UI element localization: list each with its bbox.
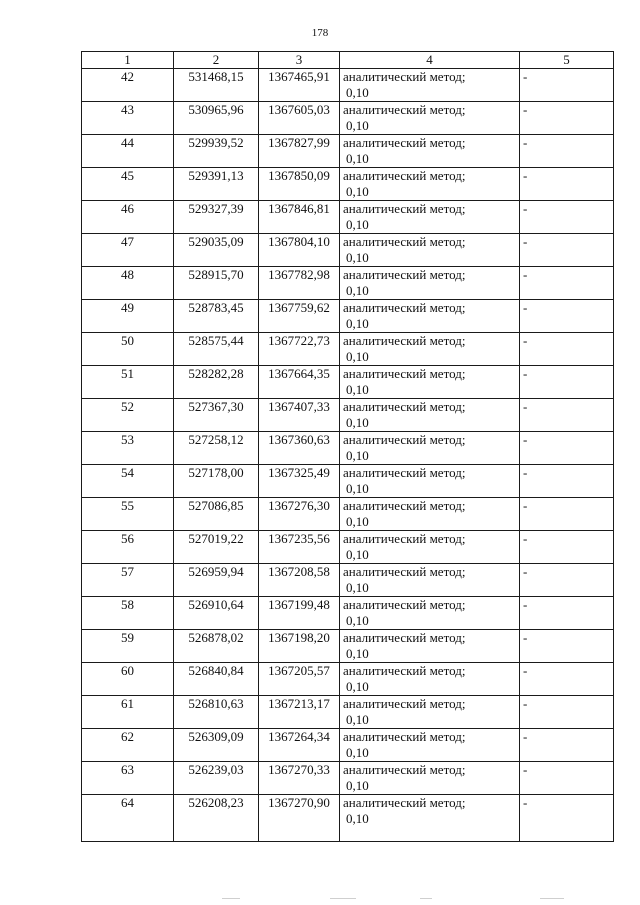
- coordinate-x-cell: 526309,09: [174, 729, 259, 762]
- column-header: 5: [520, 52, 614, 69]
- method-cell: [340, 333, 520, 366]
- coordinate-y-cell: 1367846,81: [259, 201, 340, 234]
- accuracy-text: 0,10: [346, 712, 369, 727]
- table-row: [82, 267, 614, 300]
- accuracy-text: 0,10: [346, 415, 369, 430]
- coordinate-x-cell: 528915,70: [174, 267, 259, 300]
- coordinate-y-cell: 1367782,98: [259, 267, 340, 300]
- coordinate-x-cell: 526239,03: [174, 762, 259, 795]
- method-text: аналитический метод;: [343, 267, 466, 282]
- method-text: аналитический метод;: [343, 300, 466, 315]
- note-cell: -: [520, 135, 614, 168]
- method-cell: [340, 399, 520, 432]
- method-text: аналитический метод;: [343, 762, 466, 777]
- coordinate-x-cell: 529035,09: [174, 234, 259, 267]
- note-cell: -: [520, 696, 614, 729]
- coordinate-y-cell: 1367465,91: [259, 69, 340, 102]
- coordinate-y-cell: 1367722,73: [259, 333, 340, 366]
- table-row: [82, 465, 614, 498]
- method-cell: [340, 795, 520, 842]
- note-cell: -: [520, 597, 614, 630]
- coordinate-y-cell: 1367198,20: [259, 630, 340, 663]
- method-cell: [340, 234, 520, 267]
- accuracy-text: 0,10: [346, 580, 369, 595]
- table-row: [82, 300, 614, 333]
- point-number-cell: 61: [82, 696, 174, 729]
- table-row: [82, 234, 614, 267]
- point-number-cell: 47: [82, 234, 174, 267]
- point-number-cell: 62: [82, 729, 174, 762]
- coordinate-y-cell: 1367325,49: [259, 465, 340, 498]
- method-cell: [340, 102, 520, 135]
- note-cell: -: [520, 168, 614, 201]
- point-number-cell: 64: [82, 795, 174, 842]
- coordinate-y-cell: 1367827,99: [259, 135, 340, 168]
- note-cell: -: [520, 795, 614, 842]
- point-number-cell: 51: [82, 366, 174, 399]
- coordinate-x-cell: 527086,85: [174, 498, 259, 531]
- table-header-row: [82, 52, 614, 69]
- scan-footer-marks: [0, 898, 640, 902]
- point-number-cell: 49: [82, 300, 174, 333]
- point-number-cell: 44: [82, 135, 174, 168]
- method-text: аналитический метод;: [343, 366, 466, 381]
- table-row: [82, 630, 614, 663]
- table-row: [82, 366, 614, 399]
- table-row: [82, 696, 614, 729]
- accuracy-text: 0,10: [346, 679, 369, 694]
- table-row: [82, 498, 614, 531]
- point-number-cell: 52: [82, 399, 174, 432]
- column-header: 4: [340, 52, 520, 69]
- coordinate-x-cell: 527019,22: [174, 531, 259, 564]
- method-cell: [340, 630, 520, 663]
- column-header: 3: [259, 52, 340, 69]
- point-number-cell: 42: [82, 69, 174, 102]
- coordinate-y-cell: 1367199,48: [259, 597, 340, 630]
- note-cell: -: [520, 432, 614, 465]
- method-cell: [340, 267, 520, 300]
- method-text: аналитический метод;: [343, 531, 466, 546]
- accuracy-text: 0,10: [346, 382, 369, 397]
- method-text: аналитический метод;: [343, 795, 466, 810]
- method-cell: [340, 135, 520, 168]
- method-cell: [340, 729, 520, 762]
- method-text: аналитический метод;: [343, 333, 466, 348]
- point-number-cell: 45: [82, 168, 174, 201]
- coordinate-y-cell: 1367208,58: [259, 564, 340, 597]
- method-cell: [340, 69, 520, 102]
- coordinate-y-cell: 1367205,57: [259, 663, 340, 696]
- method-text: аналитический метод;: [343, 498, 466, 513]
- coordinate-x-cell: 528783,45: [174, 300, 259, 333]
- table-body: [82, 69, 614, 842]
- accuracy-text: 0,10: [346, 646, 369, 661]
- coordinate-y-cell: 1367213,17: [259, 696, 340, 729]
- note-cell: -: [520, 201, 614, 234]
- coordinate-x-cell: 526959,94: [174, 564, 259, 597]
- method-text: аналитический метод;: [343, 69, 466, 84]
- method-text: аналитический метод;: [343, 729, 466, 744]
- accuracy-text: 0,10: [346, 250, 369, 265]
- coordinate-y-cell: 1367664,35: [259, 366, 340, 399]
- coordinate-y-cell: 1367759,62: [259, 300, 340, 333]
- method-text: аналитический метод;: [343, 201, 466, 216]
- table-row: [82, 531, 614, 564]
- coordinate-x-cell: 529327,39: [174, 201, 259, 234]
- note-cell: -: [520, 399, 614, 432]
- point-number-cell: 63: [82, 762, 174, 795]
- coordinate-y-cell: 1367360,63: [259, 432, 340, 465]
- method-text: аналитический метод;: [343, 399, 466, 414]
- column-header: 2: [174, 52, 259, 69]
- table-row: [82, 564, 614, 597]
- coordinate-y-cell: 1367276,30: [259, 498, 340, 531]
- point-number-cell: 58: [82, 597, 174, 630]
- coordinate-x-cell: 528575,44: [174, 333, 259, 366]
- point-number-cell: 46: [82, 201, 174, 234]
- coordinate-x-cell: 528282,28: [174, 366, 259, 399]
- accuracy-text: 0,10: [346, 85, 369, 100]
- accuracy-text: 0,10: [346, 118, 369, 133]
- method-cell: [340, 498, 520, 531]
- accuracy-text: 0,10: [346, 547, 369, 562]
- note-cell: -: [520, 267, 614, 300]
- point-number-cell: 50: [82, 333, 174, 366]
- coordinate-x-cell: 527258,12: [174, 432, 259, 465]
- table-row: [82, 597, 614, 630]
- point-number-cell: 55: [82, 498, 174, 531]
- accuracy-text: 0,10: [346, 316, 369, 331]
- table-row: [82, 168, 614, 201]
- table-row: [82, 729, 614, 762]
- method-text: аналитический метод;: [343, 234, 466, 249]
- coordinate-y-cell: 1367264,34: [259, 729, 340, 762]
- coordinate-y-cell: 1367850,09: [259, 168, 340, 201]
- method-text: аналитический метод;: [343, 663, 466, 678]
- method-cell: [340, 168, 520, 201]
- method-text: аналитический метод;: [343, 597, 466, 612]
- method-cell: [340, 465, 520, 498]
- table-row: [82, 201, 614, 234]
- accuracy-text: 0,10: [346, 448, 369, 463]
- coordinate-x-cell: 530965,96: [174, 102, 259, 135]
- coordinate-y-cell: 1367270,33: [259, 762, 340, 795]
- method-cell: [340, 696, 520, 729]
- note-cell: -: [520, 663, 614, 696]
- accuracy-text: 0,10: [346, 811, 369, 826]
- table-row: [82, 333, 614, 366]
- method-text: аналитический метод;: [343, 135, 466, 150]
- table-row: [82, 399, 614, 432]
- method-cell: [340, 300, 520, 333]
- coordinate-y-cell: 1367407,33: [259, 399, 340, 432]
- table-row: [82, 663, 614, 696]
- note-cell: -: [520, 69, 614, 102]
- method-cell: [340, 201, 520, 234]
- coordinate-x-cell: 526810,63: [174, 696, 259, 729]
- accuracy-text: 0,10: [346, 283, 369, 298]
- note-cell: -: [520, 630, 614, 663]
- accuracy-text: 0,10: [346, 778, 369, 793]
- coordinate-x-cell: 526910,64: [174, 597, 259, 630]
- method-text: аналитический метод;: [343, 696, 466, 711]
- point-number-cell: 54: [82, 465, 174, 498]
- coordinate-y-cell: 1367235,56: [259, 531, 340, 564]
- note-cell: -: [520, 333, 614, 366]
- point-number-cell: 43: [82, 102, 174, 135]
- note-cell: -: [520, 531, 614, 564]
- coordinate-x-cell: 529391,13: [174, 168, 259, 201]
- note-cell: -: [520, 102, 614, 135]
- method-text: аналитический метод;: [343, 630, 466, 645]
- coordinate-y-cell: 1367605,03: [259, 102, 340, 135]
- method-cell: [340, 531, 520, 564]
- coordinate-x-cell: 529939,52: [174, 135, 259, 168]
- coordinate-y-cell: 1367270,90: [259, 795, 340, 842]
- accuracy-text: 0,10: [346, 613, 369, 628]
- method-cell: [340, 663, 520, 696]
- accuracy-text: 0,10: [346, 514, 369, 529]
- point-number-cell: 57: [82, 564, 174, 597]
- coordinate-y-cell: 1367804,10: [259, 234, 340, 267]
- table-row: [82, 762, 614, 795]
- method-cell: [340, 366, 520, 399]
- point-number-cell: 56: [82, 531, 174, 564]
- point-number-cell: 48: [82, 267, 174, 300]
- coordinate-x-cell: 527178,00: [174, 465, 259, 498]
- table-row: [82, 102, 614, 135]
- method-text: аналитический метод;: [343, 168, 466, 183]
- accuracy-text: 0,10: [346, 151, 369, 166]
- point-number-cell: 53: [82, 432, 174, 465]
- method-cell: [340, 432, 520, 465]
- note-cell: -: [520, 729, 614, 762]
- note-cell: -: [520, 300, 614, 333]
- method-text: аналитический метод;: [343, 465, 466, 480]
- method-text: аналитический метод;: [343, 564, 466, 579]
- note-cell: -: [520, 465, 614, 498]
- accuracy-text: 0,10: [346, 184, 369, 199]
- method-cell: [340, 564, 520, 597]
- accuracy-text: 0,10: [346, 217, 369, 232]
- accuracy-text: 0,10: [346, 349, 369, 364]
- table-row: [82, 795, 614, 842]
- coordinate-x-cell: 526878,02: [174, 630, 259, 663]
- method-cell: [340, 762, 520, 795]
- accuracy-text: 0,10: [346, 745, 369, 760]
- table-row: [82, 135, 614, 168]
- coordinate-x-cell: 526208,23: [174, 795, 259, 842]
- column-header: 1: [82, 52, 174, 69]
- accuracy-text: 0,10: [346, 481, 369, 496]
- coordinate-x-cell: 531468,15: [174, 69, 259, 102]
- note-cell: -: [520, 564, 614, 597]
- point-number-cell: 59: [82, 630, 174, 663]
- note-cell: -: [520, 366, 614, 399]
- point-number-cell: 60: [82, 663, 174, 696]
- method-text: аналитический метод;: [343, 432, 466, 447]
- coordinate-x-cell: 527367,30: [174, 399, 259, 432]
- note-cell: -: [520, 498, 614, 531]
- method-text: аналитический метод;: [343, 102, 466, 117]
- method-cell: [340, 597, 520, 630]
- coordinate-x-cell: 526840,84: [174, 663, 259, 696]
- note-cell: -: [520, 234, 614, 267]
- page-number: 178: [311, 27, 329, 39]
- table-row: [82, 69, 614, 102]
- note-cell: -: [520, 762, 614, 795]
- table-row: [82, 432, 614, 465]
- coordinates-table: [81, 51, 614, 842]
